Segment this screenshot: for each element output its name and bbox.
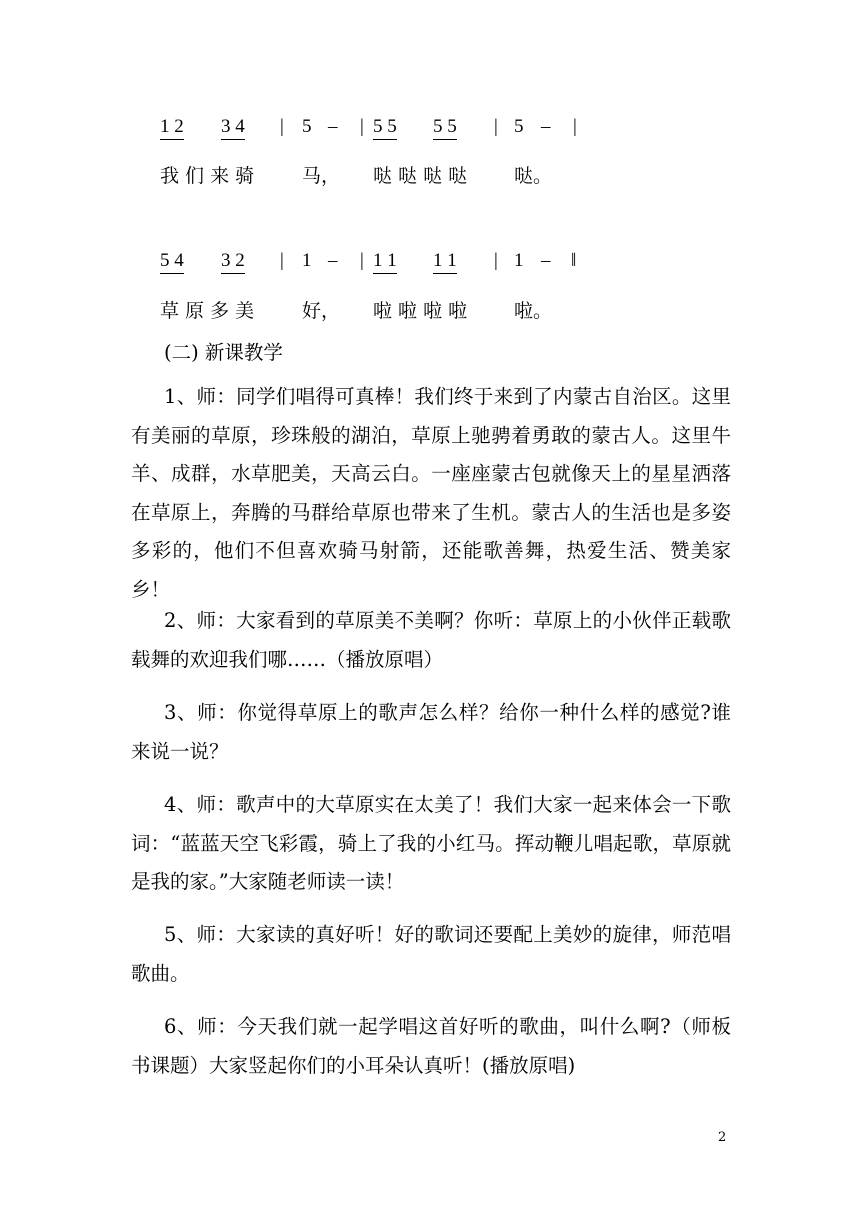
bar-line: | bbox=[360, 250, 364, 271]
final-bar-line: ‖ bbox=[571, 250, 577, 271]
bar-line: | bbox=[573, 116, 577, 137]
bar-line: | bbox=[494, 116, 498, 137]
note-group: 1 1 bbox=[433, 250, 457, 274]
page-number: 2 bbox=[718, 1130, 727, 1145]
paragraph-1: 1、师：同学们唱得可真棒！我们终于来到了内蒙古自治区。这里有美丽的草原，珍珠般的湖泊，草原上驰骋着勇敢的蒙古人。这里牛羊、成群，水草肥美，天高云白。一座座蒙古包就像天上的星星洒落在草原上，奔腾的马群给草原也带来了生机。蒙古人的生活也是多姿多彩的，他们不但喜欢骑马射箭，还能歌善舞，热爱生活、赞美家乡！ bbox=[131, 385, 731, 601]
bar-line: | bbox=[494, 250, 498, 271]
paragraph-3: 3、师：你觉得草原上的歌声怎么样？给你一种什么样的感觉?谁来说一说？ bbox=[131, 701, 731, 763]
section-heading: (二) 新课教学 bbox=[164, 341, 283, 364]
note-group: 1 2 bbox=[160, 116, 184, 140]
lyric-phrase: 哒。 bbox=[514, 165, 553, 187]
note: 5 bbox=[302, 116, 312, 137]
note-group: 5 5 bbox=[373, 116, 397, 140]
dash: – bbox=[328, 116, 338, 137]
lyric-phrase: 哒 哒 哒 哒 bbox=[373, 165, 468, 187]
lyric-phrase: 我 们 来 骑 bbox=[160, 165, 255, 187]
paragraph-6: 6、师：今天我们就一起学唱这首好听的歌曲，叫什么啊?（师板书课题）大家竖起你们的小耳朵认真听！(播放原唱) bbox=[131, 1015, 731, 1077]
note: 1 bbox=[514, 250, 524, 271]
lyric-phrase: 马， bbox=[302, 165, 341, 187]
note: 1 bbox=[302, 250, 312, 271]
note: 5 bbox=[514, 116, 524, 137]
paragraph-4: 4、师：歌声中的大草原实在太美了！我们大家一起来体会一下歌词：“蓝蓝天空飞彩霞，骑上了我的小红马。挥动鞭儿唱起歌，草原就是我的家。”大家随老师读一读！ bbox=[131, 793, 731, 893]
note-group: 5 4 bbox=[160, 250, 184, 274]
lyric-phrase: 好， bbox=[302, 300, 341, 322]
note-group: 1 1 bbox=[373, 250, 397, 274]
note-group: 3 2 bbox=[221, 250, 245, 274]
lyric-phrase: 草 原 多 美 bbox=[160, 300, 255, 322]
paragraph-5: 5、师：大家读的真好听！好的歌词还要配上美妙的旋律，师范唱歌曲。 bbox=[131, 923, 731, 985]
lyric-phrase: 啦 啦 啦 啦 bbox=[373, 300, 468, 322]
bar-line: | bbox=[280, 250, 284, 271]
dash: – bbox=[328, 250, 338, 271]
note-group: 5 5 bbox=[433, 116, 457, 140]
dash: – bbox=[541, 116, 551, 137]
bar-line: | bbox=[360, 116, 364, 137]
dash: – bbox=[541, 250, 551, 271]
note-group: 3 4 bbox=[221, 116, 245, 140]
paragraph-2: 2、师：大家看到的草原美不美啊？你听：草原上的小伙伴正载歌载舞的欢迎我们哪……（播放原唱） bbox=[131, 609, 731, 671]
bar-line: | bbox=[280, 116, 284, 137]
lyric-phrase: 啦。 bbox=[514, 300, 553, 322]
